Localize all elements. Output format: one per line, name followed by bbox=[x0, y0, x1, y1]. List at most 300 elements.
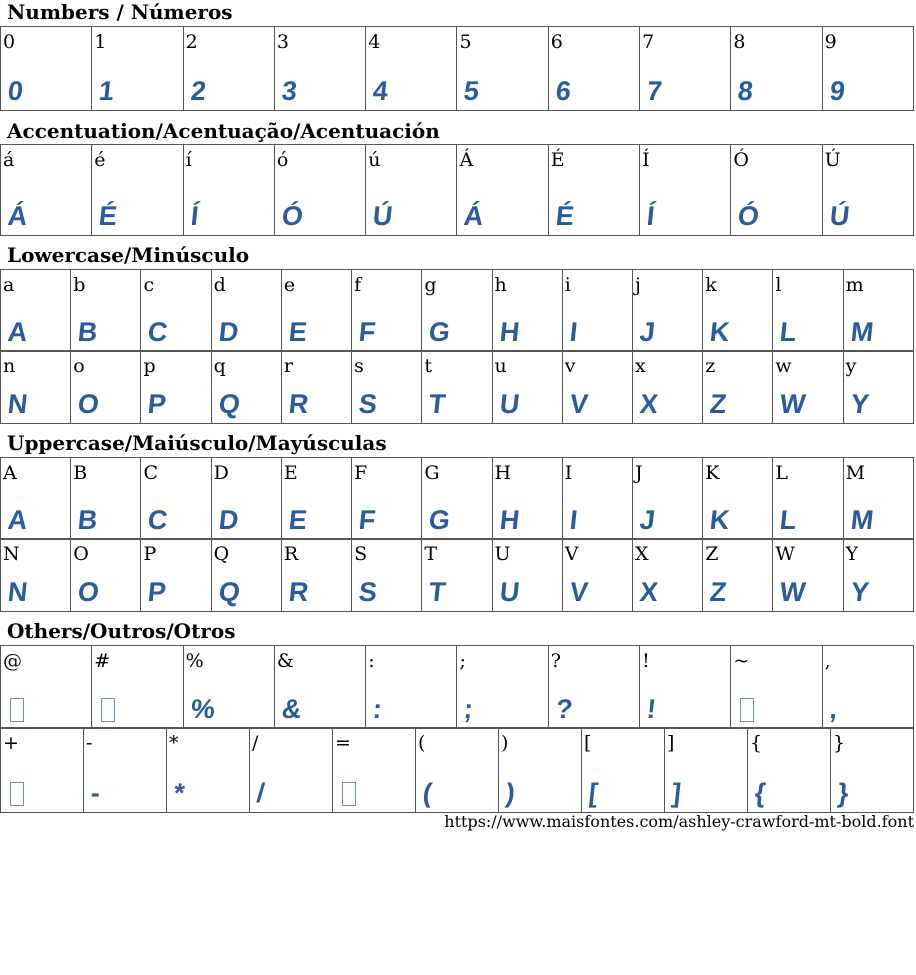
character-label: ~ bbox=[733, 650, 750, 672]
glyph-cell bbox=[274, 27, 365, 111]
glyph-cell bbox=[250, 728, 333, 813]
glyph-sample: 6 bbox=[554, 76, 572, 106]
glyph-cell bbox=[141, 458, 211, 540]
glyph-sample: Á bbox=[462, 201, 485, 231]
character-label: á bbox=[3, 149, 15, 171]
glyph-sample: E bbox=[287, 317, 308, 347]
character-label: J bbox=[634, 462, 643, 484]
character-label: 7 bbox=[642, 31, 655, 53]
glyph-sample: & bbox=[280, 694, 302, 724]
glyph-sample: H bbox=[497, 505, 520, 535]
glyph-cell bbox=[274, 646, 365, 729]
glyph-cell bbox=[731, 145, 822, 236]
character-label: C bbox=[143, 462, 158, 484]
glyph-row bbox=[1, 728, 914, 813]
character-label: A bbox=[3, 462, 17, 484]
glyph-cell bbox=[141, 270, 211, 352]
character-label: j bbox=[634, 274, 641, 296]
glyph-cell bbox=[352, 351, 422, 424]
glyph-cell bbox=[1, 27, 92, 111]
character-label: Y bbox=[845, 543, 859, 565]
character-label: Z bbox=[705, 543, 719, 565]
glyph-row bbox=[1, 270, 914, 352]
glyph-sample: Y bbox=[849, 389, 870, 419]
glyph-sample: C bbox=[146, 505, 169, 535]
glyph-cell bbox=[1, 728, 84, 813]
glyph-sample: Í bbox=[645, 201, 656, 231]
character-label: 1 bbox=[94, 31, 107, 53]
glyph-sample: O bbox=[76, 577, 100, 607]
character-label: H bbox=[494, 462, 512, 484]
missing-glyph-icon bbox=[738, 694, 754, 724]
glyph-cell bbox=[1, 270, 71, 352]
character-label: e bbox=[283, 274, 296, 296]
glyph-cell bbox=[843, 539, 913, 612]
glyph-sample: N bbox=[6, 577, 29, 607]
glyph-row bbox=[1, 458, 914, 540]
glyph-cell bbox=[499, 728, 582, 813]
glyph-sample: I bbox=[568, 317, 578, 347]
glyph-cell bbox=[492, 458, 562, 540]
character-label: B bbox=[73, 462, 88, 484]
character-label: l bbox=[775, 274, 782, 296]
character-label: 4 bbox=[368, 31, 381, 53]
glyph-sample: { bbox=[753, 778, 767, 808]
glyph-cell bbox=[640, 145, 731, 236]
glyph-cell bbox=[352, 539, 422, 612]
glyph-sample: E bbox=[287, 505, 308, 535]
glyph-sample: S bbox=[357, 389, 378, 419]
glyph-sample: P bbox=[146, 577, 168, 607]
glyph-cell bbox=[843, 270, 913, 352]
character-label: 8 bbox=[733, 31, 746, 53]
glyph-cell bbox=[548, 646, 639, 729]
character-label: p bbox=[143, 355, 156, 377]
glyph-cell bbox=[167, 728, 250, 813]
glyph-cell bbox=[632, 539, 702, 612]
glyph-cell bbox=[703, 539, 773, 612]
character-label: } bbox=[833, 732, 846, 754]
glyph-cell bbox=[183, 646, 274, 729]
character-label: 3 bbox=[276, 31, 289, 53]
glyph-cell bbox=[366, 145, 457, 236]
glyph-sample: R bbox=[287, 389, 309, 419]
character-label: z bbox=[705, 355, 716, 377]
character-label: y bbox=[845, 355, 857, 377]
character-label: d bbox=[213, 274, 226, 296]
glyph-row bbox=[1, 351, 914, 424]
glyph-cell bbox=[211, 539, 281, 612]
character-label: X bbox=[634, 543, 649, 565]
character-label: F bbox=[354, 462, 368, 484]
character-label: f bbox=[354, 274, 362, 296]
section-title: Accentuation/Acentuação/Acentuación bbox=[7, 119, 440, 143]
glyph-sample: [ bbox=[587, 778, 599, 808]
glyph-sample: W bbox=[778, 389, 807, 419]
glyph-sample: * bbox=[172, 778, 186, 808]
glyph-sample: Í bbox=[189, 201, 199, 231]
character-label: m bbox=[845, 274, 864, 296]
character-label: N bbox=[3, 543, 20, 565]
character-label: D bbox=[213, 462, 229, 484]
glyph-cell bbox=[366, 27, 457, 111]
glyph-sample: ? bbox=[554, 694, 573, 724]
glyph-sample: F bbox=[357, 505, 377, 535]
glyph-cell bbox=[492, 539, 562, 612]
glyph-sample: H bbox=[497, 317, 520, 347]
character-label: & bbox=[276, 650, 294, 672]
glyph-cell bbox=[71, 351, 141, 424]
glyph-row bbox=[1, 145, 914, 236]
glyph-cell bbox=[352, 458, 422, 540]
character-label: ú bbox=[368, 149, 381, 171]
glyph-sample: A bbox=[6, 317, 29, 347]
glyph-cell bbox=[71, 458, 141, 540]
character-label: x bbox=[634, 355, 646, 377]
glyph-cell bbox=[822, 646, 913, 729]
glyph-sample: 1 bbox=[97, 76, 115, 106]
glyph-table bbox=[0, 269, 914, 352]
glyph-cell bbox=[71, 270, 141, 352]
character-label: q bbox=[213, 355, 226, 377]
section-title: Uppercase/Maiúsculo/Mayúsculas bbox=[7, 431, 387, 455]
glyph-cell bbox=[92, 646, 183, 729]
glyph-sample: Q bbox=[217, 577, 241, 607]
missing-glyph-icon bbox=[8, 694, 24, 724]
character-label: w bbox=[775, 355, 792, 377]
glyph-row bbox=[1, 539, 914, 612]
glyph-cell bbox=[548, 145, 639, 236]
character-label: O bbox=[73, 543, 89, 565]
character-label: 6 bbox=[550, 31, 563, 53]
glyph-cell bbox=[562, 270, 632, 352]
character-label: Í bbox=[642, 149, 650, 171]
glyph-cell bbox=[457, 646, 548, 729]
character-label: P bbox=[143, 543, 157, 565]
glyph-sample: I bbox=[568, 505, 578, 535]
glyph-sample: T bbox=[427, 389, 447, 419]
glyph-cell bbox=[422, 458, 492, 540]
glyph-sample: - bbox=[89, 778, 101, 808]
glyph-cell bbox=[281, 270, 351, 352]
glyph-sample: Ó bbox=[280, 201, 304, 231]
glyph-sample: F bbox=[357, 317, 377, 347]
glyph-cell bbox=[211, 270, 281, 352]
character-label: { bbox=[750, 732, 763, 754]
glyph-sample: ; bbox=[462, 694, 475, 724]
glyph-sample: % bbox=[189, 694, 216, 724]
glyph-table bbox=[0, 727, 914, 813]
glyph-sample: P bbox=[146, 389, 168, 419]
glyph-sample: Y bbox=[849, 577, 870, 607]
glyph-cell bbox=[773, 539, 843, 612]
glyph-cell bbox=[422, 351, 492, 424]
character-label: + bbox=[3, 732, 19, 754]
glyph-sample: K bbox=[708, 505, 731, 535]
glyph-cell bbox=[748, 728, 831, 813]
glyph-sample: Z bbox=[708, 577, 728, 607]
glyph-cell bbox=[1, 539, 71, 612]
glyph-sample: ) bbox=[504, 778, 516, 808]
character-label: [ bbox=[584, 732, 592, 754]
character-label: 2 bbox=[185, 31, 198, 53]
character-label: U bbox=[494, 543, 511, 565]
glyph-sample: 0 bbox=[6, 76, 24, 106]
glyph-sample: X bbox=[638, 389, 659, 419]
glyph-cell bbox=[281, 458, 351, 540]
glyph-cell bbox=[281, 539, 351, 612]
section-title: Lowercase/Minúsculo bbox=[7, 243, 250, 267]
character-label: Q bbox=[213, 543, 230, 565]
glyph-cell bbox=[1, 458, 71, 540]
glyph-sample: T bbox=[427, 577, 447, 607]
glyph-cell bbox=[632, 351, 702, 424]
glyph-sample: Ó bbox=[736, 201, 760, 231]
character-label: : bbox=[368, 650, 375, 672]
character-label: k bbox=[705, 274, 717, 296]
glyph-cell bbox=[71, 539, 141, 612]
glyph-cell bbox=[457, 27, 548, 111]
glyph-sample: G bbox=[427, 317, 451, 347]
glyph-cell bbox=[822, 145, 913, 236]
glyph-sample: U bbox=[497, 389, 520, 419]
glyph-sample: ( bbox=[421, 778, 433, 808]
character-label: K bbox=[705, 462, 720, 484]
character-label: í bbox=[185, 149, 192, 171]
glyph-sample: 3 bbox=[280, 76, 298, 106]
footer-url[interactable]: https://www.maisfontes.com/ashley-crawford-mt-bold.font bbox=[444, 812, 914, 831]
glyph-cell bbox=[416, 728, 499, 813]
character-label: h bbox=[494, 274, 507, 296]
glyph-sample: A bbox=[6, 505, 29, 535]
glyph-cell bbox=[640, 27, 731, 111]
glyph-cell bbox=[773, 270, 843, 352]
character-label: 0 bbox=[3, 31, 16, 53]
glyph-cell bbox=[352, 270, 422, 352]
character-label: Ó bbox=[733, 149, 749, 171]
missing-glyph-icon bbox=[340, 778, 356, 808]
character-label: ) bbox=[501, 732, 509, 754]
character-label: % bbox=[185, 650, 204, 672]
glyph-sample: É bbox=[554, 201, 575, 231]
character-label: b bbox=[73, 274, 86, 296]
glyph-table bbox=[0, 645, 914, 729]
glyph-sample: Q bbox=[217, 389, 241, 419]
character-label: E bbox=[283, 462, 298, 484]
section-title: Numbers / Números bbox=[7, 0, 233, 24]
glyph-cell bbox=[422, 270, 492, 352]
glyph-sample: J bbox=[638, 317, 656, 347]
character-label: ( bbox=[418, 732, 426, 754]
glyph-cell bbox=[665, 728, 748, 813]
glyph-cell bbox=[1, 145, 92, 236]
glyph-cell bbox=[703, 351, 773, 424]
glyph-sample: X bbox=[638, 577, 659, 607]
glyph-cell bbox=[548, 27, 639, 111]
glyph-sample: J bbox=[638, 505, 656, 535]
character-label: n bbox=[3, 355, 16, 377]
character-label: ] bbox=[667, 732, 675, 754]
character-label: g bbox=[424, 274, 437, 296]
glyph-sample: É bbox=[97, 201, 118, 231]
glyph-sample: Z bbox=[708, 389, 728, 419]
glyph-sample: L bbox=[778, 505, 798, 535]
glyph-cell bbox=[1, 646, 92, 729]
glyph-cell bbox=[731, 646, 822, 729]
glyph-cell bbox=[281, 351, 351, 424]
character-label: i bbox=[564, 274, 571, 296]
character-label: # bbox=[94, 650, 111, 672]
glyph-table bbox=[0, 144, 914, 236]
glyph-cell bbox=[731, 27, 822, 111]
glyph-cell bbox=[274, 145, 365, 236]
character-label: ! bbox=[642, 650, 650, 672]
glyph-cell bbox=[582, 728, 665, 813]
glyph-cell bbox=[773, 458, 843, 540]
glyph-table bbox=[0, 350, 914, 424]
glyph-sample: V bbox=[568, 577, 589, 607]
character-label: L bbox=[775, 462, 789, 484]
glyph-sample: , bbox=[828, 694, 838, 724]
glyph-sample: 5 bbox=[462, 76, 481, 106]
character-label: G bbox=[424, 462, 440, 484]
glyph-row bbox=[1, 646, 914, 729]
glyph-cell bbox=[457, 145, 548, 236]
character-label: R bbox=[283, 543, 299, 565]
glyph-cell bbox=[92, 27, 183, 111]
glyph-sample: B bbox=[76, 505, 99, 535]
character-label: @ bbox=[3, 650, 22, 672]
glyph-sample: ! bbox=[645, 694, 657, 724]
character-label: Á bbox=[459, 149, 474, 171]
glyph-cell bbox=[492, 270, 562, 352]
glyph-cell bbox=[141, 539, 211, 612]
character-label: ? bbox=[550, 650, 561, 672]
glyph-sample: ] bbox=[670, 778, 682, 808]
glyph-sample: G bbox=[427, 505, 451, 535]
missing-glyph-icon bbox=[8, 778, 24, 808]
glyph-table bbox=[0, 26, 914, 111]
character-label: M bbox=[845, 462, 866, 484]
glyph-sample: / bbox=[255, 778, 266, 808]
glyph-sample: B bbox=[76, 317, 99, 347]
glyph-sample: Á bbox=[6, 201, 29, 231]
character-label: t bbox=[424, 355, 432, 377]
glyph-sample: S bbox=[357, 577, 378, 607]
glyph-cell bbox=[843, 351, 913, 424]
glyph-sample: K bbox=[708, 317, 731, 347]
glyph-sample: 2 bbox=[189, 76, 207, 106]
glyph-cell bbox=[843, 458, 913, 540]
glyph-cell bbox=[141, 351, 211, 424]
character-label: a bbox=[3, 274, 15, 296]
glyph-row bbox=[1, 27, 914, 111]
glyph-cell bbox=[562, 458, 632, 540]
glyph-cell bbox=[211, 458, 281, 540]
glyph-cell bbox=[1, 351, 71, 424]
character-label: 9 bbox=[824, 31, 837, 53]
character-label: = bbox=[335, 732, 351, 754]
character-label: s bbox=[354, 355, 364, 377]
glyph-sample: } bbox=[836, 778, 850, 808]
character-label: I bbox=[564, 462, 573, 484]
glyph-sample: V bbox=[568, 389, 589, 419]
character-label: , bbox=[824, 650, 831, 672]
glyph-cell bbox=[562, 351, 632, 424]
character-label: 5 bbox=[459, 31, 472, 53]
glyph-sample: : bbox=[371, 694, 383, 724]
glyph-cell bbox=[183, 27, 274, 111]
glyph-cell bbox=[703, 270, 773, 352]
glyph-sample: R bbox=[287, 577, 309, 607]
glyph-cell bbox=[422, 539, 492, 612]
glyph-sample: M bbox=[849, 317, 874, 347]
glyph-sample: D bbox=[217, 505, 239, 535]
character-label: Ú bbox=[824, 149, 841, 171]
character-label: - bbox=[86, 732, 93, 754]
glyph-sample: 4 bbox=[371, 76, 389, 106]
glyph-cell bbox=[640, 646, 731, 729]
glyph-sample: Ú bbox=[828, 201, 850, 231]
character-label: S bbox=[354, 543, 368, 565]
section-title: Others/Outros/Otros bbox=[7, 619, 236, 643]
character-label: c bbox=[143, 274, 155, 296]
glyph-sample: 8 bbox=[736, 76, 754, 106]
glyph-cell bbox=[211, 351, 281, 424]
character-label: v bbox=[564, 355, 576, 377]
character-label: u bbox=[494, 355, 507, 377]
glyph-sample: D bbox=[217, 317, 239, 347]
character-label: É bbox=[550, 149, 565, 171]
character-label: r bbox=[283, 355, 293, 377]
glyph-cell bbox=[183, 145, 274, 236]
glyph-cell bbox=[366, 646, 457, 729]
glyph-sample: 7 bbox=[645, 76, 663, 106]
glyph-cell bbox=[773, 351, 843, 424]
glyph-cell bbox=[703, 458, 773, 540]
glyph-cell bbox=[632, 458, 702, 540]
glyph-sample: C bbox=[146, 317, 169, 347]
character-label: W bbox=[775, 543, 795, 565]
glyph-cell bbox=[333, 728, 416, 813]
glyph-table bbox=[0, 457, 914, 540]
glyph-cell bbox=[632, 270, 702, 352]
glyph-sample: W bbox=[778, 577, 807, 607]
character-label: T bbox=[424, 543, 437, 565]
glyph-cell bbox=[92, 145, 183, 236]
glyph-sample: L bbox=[778, 317, 798, 347]
glyph-sample: O bbox=[76, 389, 100, 419]
glyph-cell bbox=[84, 728, 167, 813]
glyph-sample: Ú bbox=[371, 201, 394, 231]
missing-glyph-icon bbox=[99, 694, 115, 724]
character-label: o bbox=[73, 355, 85, 377]
glyph-sample: 9 bbox=[828, 76, 846, 106]
glyph-cell bbox=[562, 539, 632, 612]
character-label: é bbox=[94, 149, 106, 171]
character-label: ó bbox=[276, 149, 289, 171]
glyph-sample: M bbox=[849, 505, 874, 535]
glyph-sample: N bbox=[6, 389, 29, 419]
glyph-cell bbox=[492, 351, 562, 424]
glyph-table bbox=[0, 538, 914, 612]
glyph-cell bbox=[831, 728, 914, 813]
character-label: V bbox=[564, 543, 579, 565]
glyph-sample: U bbox=[497, 577, 520, 607]
character-label: / bbox=[252, 732, 259, 754]
character-label: ; bbox=[459, 650, 466, 672]
glyph-cell bbox=[822, 27, 913, 111]
